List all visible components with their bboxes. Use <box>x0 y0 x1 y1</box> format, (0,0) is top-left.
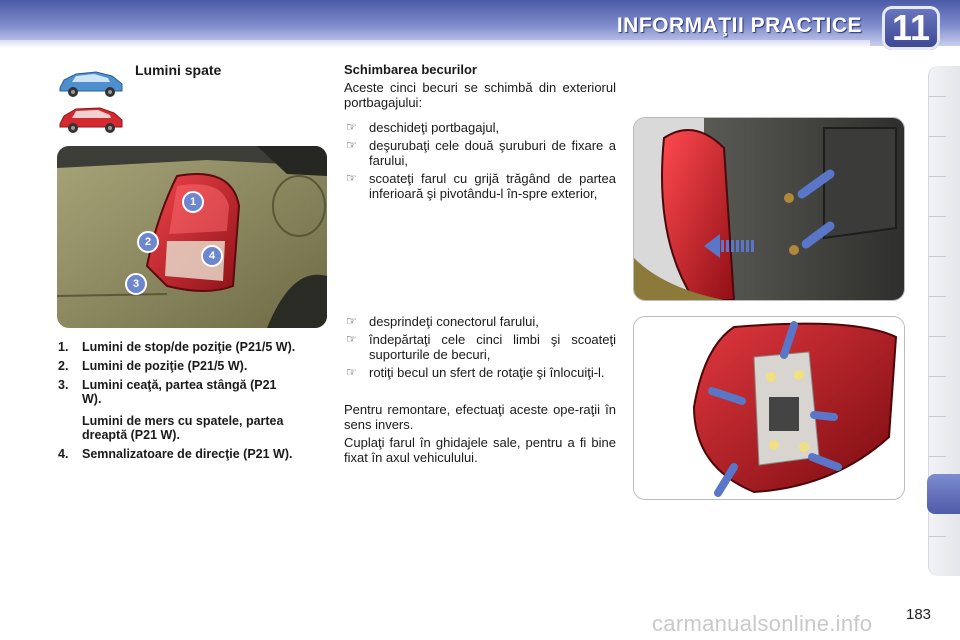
page-header <box>0 0 960 58</box>
tab-divider <box>928 456 946 457</box>
alignment-text: Cuplaţi farul în ghidajele sale, pentru a fi bine fixat în axul vehiculului. <box>344 435 616 465</box>
callout-3: 3 <box>125 273 147 295</box>
tab-divider <box>928 376 946 377</box>
steps-list-b <box>344 314 616 380</box>
list-item: ☞ îndepărtaţi cele cinci limbi şi scoateţi suporturile de becuri, <box>346 332 616 362</box>
watermark: carmanualsonline.info <box>652 611 873 636</box>
list-item: 3. Lumini ceaţă, partea stângă (P21 W). <box>58 378 277 406</box>
steps-list-a <box>344 120 616 201</box>
pointing-hand-icon: ☞ <box>346 120 357 134</box>
trunk-screws-photo <box>633 117 905 301</box>
page-number: 183 <box>906 606 932 623</box>
replacement-steps-b <box>344 314 616 465</box>
tab-divider <box>928 96 946 97</box>
replacement-intro <box>344 62 616 204</box>
list-item: ☞ deşurubaţi cele două şuruburi de fixare a farului, <box>346 138 616 168</box>
chapter-title: INFORMAŢII PRACTICE <box>616 14 862 37</box>
list-item: ☞ deschideţi portbagajul, <box>346 120 500 135</box>
section-title: Lumini spate <box>135 62 222 78</box>
lamp-unit-photo <box>633 316 905 500</box>
blue-car-icon <box>56 64 126 100</box>
pointing-hand-icon: ☞ <box>346 138 357 152</box>
tab-divider <box>928 136 946 137</box>
callout-1: 1 <box>182 191 204 213</box>
tab-divider <box>928 216 946 217</box>
chapter-tab-active[interactable] <box>927 474 960 514</box>
callout-4: 4 <box>201 245 223 267</box>
tab-divider <box>928 416 946 417</box>
tab-divider <box>928 176 946 177</box>
list-item: 4. Semnalizatoare de direcţie (P21 W). <box>58 447 293 461</box>
intro-text: Aceste cinci becuri se schimbă din exteriorul portbagajului: <box>344 80 616 110</box>
lamp-list <box>58 340 298 466</box>
list-item: Lumini de mers cu spatele, partea dreaptă (P21 W). <box>82 414 284 442</box>
replacement-title: Schimbarea becurilor <box>344 62 477 77</box>
list-item: ☞ desprindeţi conectorul farului, <box>346 314 539 329</box>
list-item: 2. Lumini de poziţie (P21/5 W). <box>58 359 248 373</box>
pointing-hand-icon: ☞ <box>346 314 357 328</box>
red-car-icon <box>56 100 126 136</box>
pointing-hand-icon: ☞ <box>346 171 357 185</box>
rear-lamp-photo <box>57 146 327 328</box>
reassembly-text: Pentru remontare, efectuaţi aceste ope-raţii în sens invers. <box>344 402 616 432</box>
header-fade <box>0 40 870 48</box>
pointing-hand-icon: ☞ <box>346 365 357 379</box>
list-item: ☞ scoateţi farul cu grijă trăgând de partea inferioară şi pivotându-l în-spre exterior, <box>346 171 616 201</box>
tab-divider <box>928 256 946 257</box>
list-item: ☞ rotiţi becul un sfert de rotaţie şi înlocuiţi-l. <box>346 365 605 380</box>
tab-divider <box>928 536 946 537</box>
tab-divider <box>928 296 946 297</box>
pointing-hand-icon: ☞ <box>346 332 357 346</box>
tab-divider <box>928 336 946 337</box>
chapter-number-badge: 11 <box>882 6 940 50</box>
callout-2: 2 <box>137 231 159 253</box>
list-item: 1. Lumini de stop/de poziţie (P21/5 W). <box>58 340 296 354</box>
